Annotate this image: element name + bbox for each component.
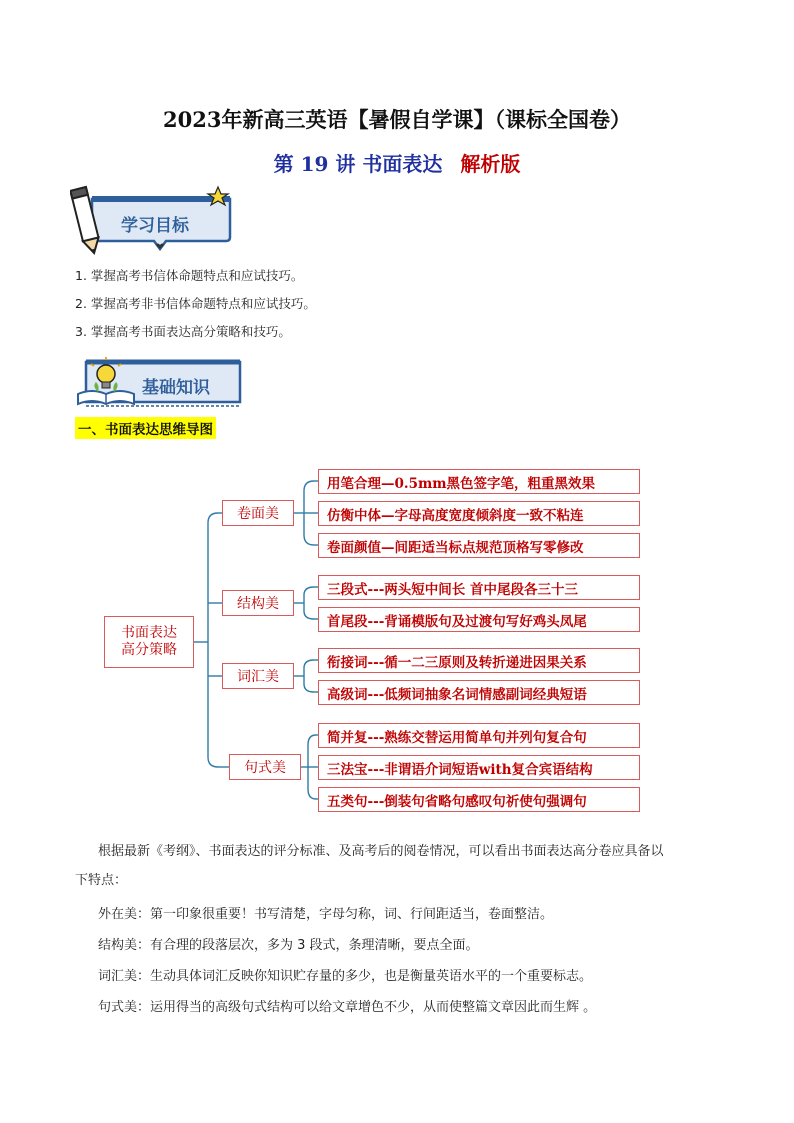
feature-paragraph: 外在美：第一印象很重要！书写清楚，字母匀称，词、行间距适当，卷面整洁。 bbox=[98, 907, 554, 922]
feature-paragraph: 句式美：运用得当的高级句式结构可以给文章增色不少，从而使整篇文章因此而生辉 。 bbox=[98, 1000, 597, 1015]
page-title: 2023年新高三英语【暑假自学课】（课标全国卷） bbox=[163, 107, 631, 132]
intro-paragraph-line: 根据最新《考纲》、书面表达的评分标准、及高考后的阅卷情况，可以看出书面表达高分卷应具备以 bbox=[98, 844, 664, 859]
lesson-label: 第 19 讲 书面表达 bbox=[273, 152, 443, 176]
mindmap-leaf: 衔接词---循一二三原则及转折递进因果关系 bbox=[318, 648, 640, 673]
mindmap-root-line: 高分策略 bbox=[121, 642, 177, 658]
knowledge-badge-label: 基础知识 bbox=[142, 378, 210, 398]
mindmap-leaf: 卷面颜值—间距适当标点规范顶格写零修改 bbox=[318, 533, 640, 558]
goals-badge-label: 学习目标 bbox=[121, 216, 189, 236]
goal-item: 1. 掌握高考书信体命题特点和应试技巧。 bbox=[75, 268, 304, 283]
mindmap-leaf: 首尾段---背诵模版句及过渡句写好鸡头凤尾 bbox=[318, 607, 640, 632]
mindmap-root-line: 书面表达 bbox=[121, 624, 177, 641]
mindmap-leaf: 简并复---熟练交替运用简单句并列句复合句 bbox=[318, 723, 640, 748]
mindmap-leaf: 用笔合理—0.5mm黑色签字笔，粗重黑效果 bbox=[318, 469, 640, 494]
goal-item: 3. 掌握高考书面表达高分策略和技巧。 bbox=[75, 324, 291, 339]
mindmap-leaf: 三法宝---非谓语介词短语with复合宾语结构 bbox=[318, 755, 640, 780]
lesson-subtitle bbox=[0, 148, 794, 177]
mindmap-leaf: 仿衡中体—字母高度宽度倾斜度一致不粘连 bbox=[318, 501, 640, 526]
version-label: 解析版 bbox=[460, 152, 521, 176]
mindmap-category-jiegou: 结构美 bbox=[222, 590, 294, 616]
section-heading: 一、书面表达思维导图 bbox=[75, 417, 216, 439]
intro-paragraph-line: 下特点： bbox=[75, 873, 128, 888]
feature-paragraph: 结构美：有合理的段落层次，多为 3 段式，条理清晰，要点全面。 bbox=[98, 938, 479, 953]
mindmap-leaf: 三段式---两头短中间长 首中尾段各三十三 bbox=[318, 575, 640, 600]
mindmap-category-cihui: 词汇美 bbox=[222, 663, 294, 689]
goal-item: 2. 掌握高考非书信体命题特点和应试技巧。 bbox=[75, 296, 316, 311]
mindmap-category-jushi: 句式美 bbox=[229, 754, 301, 780]
mindmap-category-juanmian: 卷面美 bbox=[222, 500, 294, 526]
feature-paragraph: 词汇美：生动具体词汇反映你知识贮存量的多少，也是衡量英语水平的一个重要标志。 bbox=[98, 969, 593, 984]
mindmap-leaf: 高级词---低频词抽象名词情感副词经典短语 bbox=[318, 680, 640, 705]
mindmap-leaf: 五类句---倒装句省略句感叹句祈使句强调句 bbox=[318, 787, 640, 812]
mindmap-root bbox=[104, 616, 194, 668]
